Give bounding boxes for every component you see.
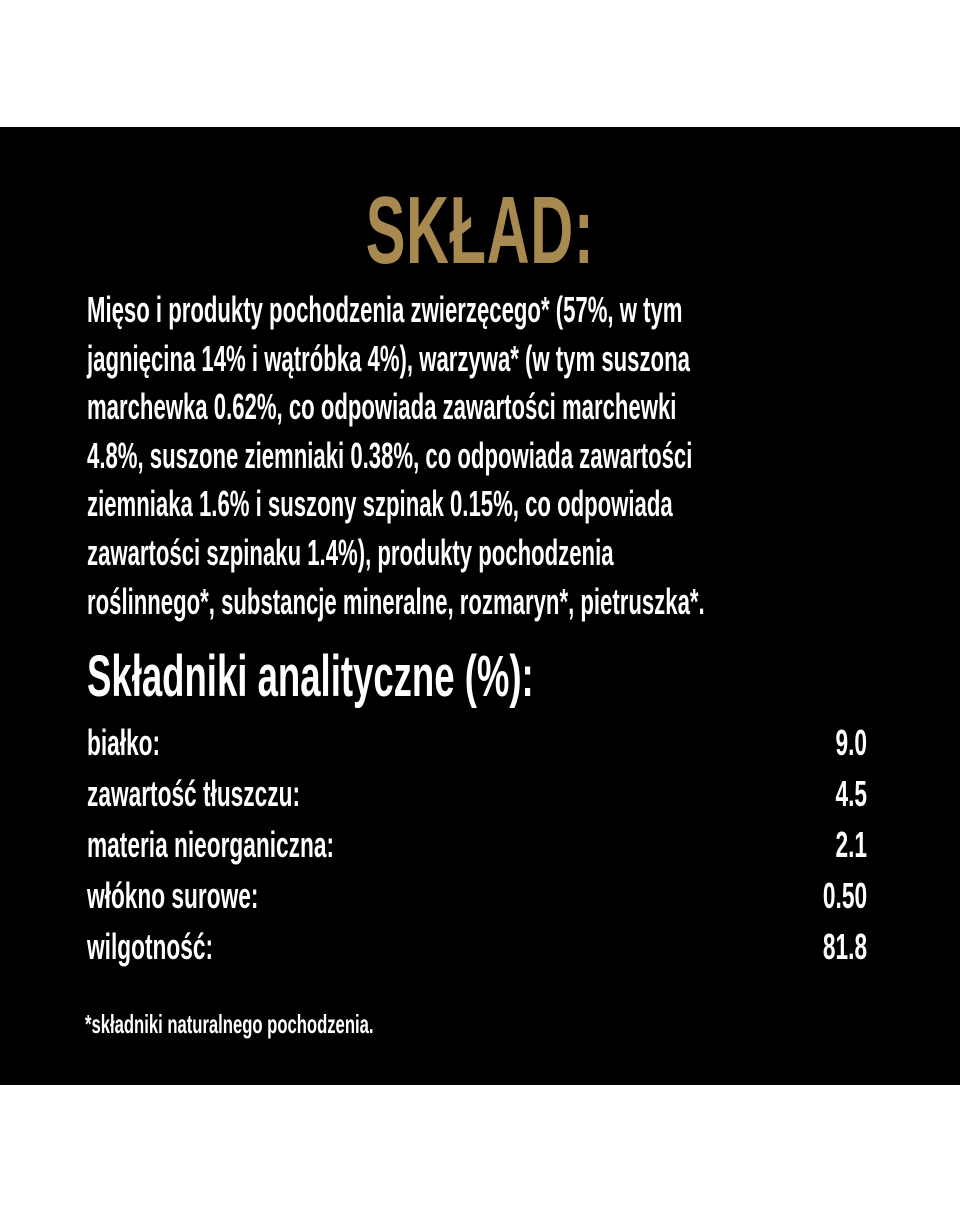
ingredients-line: roślinnego*, substancje mineralne, rozmaryn*, pietruszka*. bbox=[87, 580, 705, 622]
analytic-value: 2.1 bbox=[835, 824, 867, 865]
analytic-value: 4.5 bbox=[835, 773, 867, 814]
analytic-value: 0.50 bbox=[822, 875, 867, 916]
analytic-row bbox=[87, 820, 867, 871]
analytic-label: materia nieorganiczna: bbox=[87, 824, 335, 865]
analytic-label: włókno surowe: bbox=[87, 875, 259, 916]
analytic-label: białko: bbox=[87, 722, 161, 763]
analytic-row bbox=[87, 769, 867, 820]
analytic-label: zawartość tłuszczu: bbox=[87, 773, 300, 814]
analytic-value: 81.8 bbox=[822, 926, 867, 967]
analytic-table bbox=[87, 718, 867, 973]
composition-heading: SKŁAD: bbox=[365, 177, 595, 284]
analytic-row bbox=[87, 922, 867, 973]
ingredients-line: jagnięcina 14% i wątróbka 4%), warzywa* (w tym suszona bbox=[87, 337, 690, 379]
ingredients-line: ziemniaka 1.6% i suszony szpinak 0.15%, co odpowiada bbox=[87, 483, 673, 525]
composition-panel bbox=[0, 127, 960, 1085]
ingredients-line: marchewka 0.62%, co odpowiada zawartości marchewki bbox=[87, 386, 677, 428]
ingredients-line: Mięso i produkty pochodzenia zwierzęcego* (57%, w tym bbox=[87, 289, 683, 330]
ingredients-line: zawartości szpinaku 1.4%), produkty pochodzenia bbox=[87, 531, 614, 573]
analytic-row bbox=[87, 871, 867, 922]
ingredients-text bbox=[87, 286, 868, 626]
analytic-row bbox=[87, 718, 867, 769]
analytic-title: Składniki analityczne (%): bbox=[87, 644, 534, 709]
footnote: *składniki naturalnego pochodzenia. bbox=[85, 1009, 374, 1039]
ingredients-line: 4.8%, suszone ziemniaki 0.38%, co odpowiada zawartości bbox=[87, 434, 693, 476]
analytic-value: 9.0 bbox=[835, 722, 867, 763]
analytic-label: wilgotność: bbox=[87, 926, 213, 967]
